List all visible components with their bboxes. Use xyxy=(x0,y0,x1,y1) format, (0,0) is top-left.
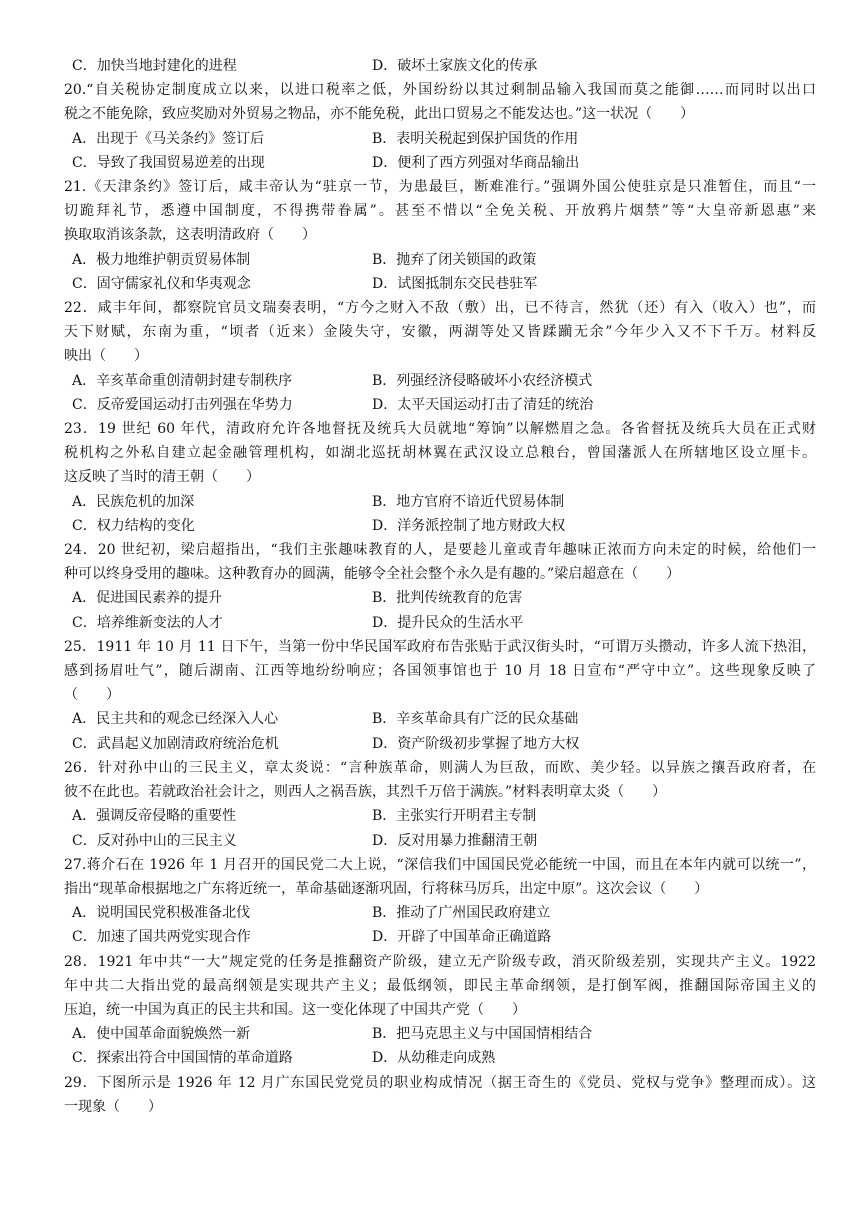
q27-option-c[interactable]: C．加速了国共两党实现合作 xyxy=(72,929,251,946)
q28-option-a[interactable]: A．使中国革命面貌焕然一新 xyxy=(72,1026,251,1043)
question-28 xyxy=(64,950,816,1071)
q23-option-c[interactable]: C．权力结构的变化 xyxy=(72,517,195,534)
q26-stem-line-2: 彼不在此也。若就政治社会计之，则西人之祸吾族，其烈千万倍于满族。”材料表明章太炎（ ） xyxy=(64,784,667,801)
q22-option-a[interactable]: A．辛亥革命重创清朝封建专制秩序 xyxy=(72,372,293,389)
q20-options-row-1 xyxy=(64,127,816,151)
q27-option-d[interactable]: D．开辟了中国革命正确道路 xyxy=(372,929,552,946)
q20-option-d[interactable]: D．便利了西方列强对华商品输出 xyxy=(372,154,580,171)
q24-option-a[interactable]: A．促进国民素养的提升 xyxy=(72,590,223,607)
q27-stem-line-2: 指出“现革命根据地之广东将近统一，革命基础逐渐巩固，行将秣马厉兵，出定中原”。这次会议（ ） xyxy=(64,880,709,897)
q22-option-b[interactable]: B．列强经济侵略破坏小农经济模式 xyxy=(372,372,593,389)
q29-stem-line-2: 一现象（ ） xyxy=(64,1098,162,1115)
q23-options-row-2 xyxy=(64,514,816,538)
q26-option-c[interactable]: C．反对孙中山的三民主义 xyxy=(72,832,237,849)
question-29 xyxy=(64,1071,816,1119)
q28-option-c[interactable]: C．探索出符合中国国情的革命道路 xyxy=(72,1050,293,1067)
q22-option-c[interactable]: C．反帝爱国运动打击列强在华势力 xyxy=(72,396,293,413)
q22-stem-line-1: 22．咸丰年间，都察院官员文瑞奏表明，“方今之财入不敌（敷）出，已不待言，然犹（还）有入（收入）也”，而 xyxy=(64,300,816,317)
q28-option-d[interactable]: D．从幼稚走向成熟 xyxy=(372,1050,496,1067)
q21-stem-line-1: 21.《天津条约》签订后，咸丰帝认为“驻京一节，为患最巨，断难准行。”强调外国公使驻京是只准暂住，而且“一 xyxy=(64,179,816,196)
q28-options-row-2 xyxy=(64,1046,816,1070)
q22-stem-line-3: 映出（ ） xyxy=(64,348,148,365)
q21-option-d[interactable]: D．试图抵制东交民巷驻军 xyxy=(372,275,538,292)
q24-options-row-1 xyxy=(64,586,816,610)
q20-stem-line-2: 税之不能免除，致应奖励对外贸易之物品，亦不能免税，此出口贸易之不能发达也。”这一状况（ ） xyxy=(64,106,695,123)
q21-options-row-2 xyxy=(64,272,816,296)
q25-option-c[interactable]: C．武昌起义加剧清政府统治危机 xyxy=(72,735,279,752)
question-26 xyxy=(64,756,816,853)
q21-options-row-1 xyxy=(64,248,816,272)
q20-options-row-2 xyxy=(64,151,816,175)
q24-options-row-2 xyxy=(64,611,816,635)
q21-stem-line-3: 换取取消该条款，这表明清政府（ ） xyxy=(64,227,316,244)
q24-option-c[interactable]: C．培养维新变法的人才 xyxy=(72,614,223,631)
q19-options-row xyxy=(64,54,816,78)
q24-stem-line-2: 种可以终身受用的趣味。这种教育办的圆满，能够令全社会整个永久是有趣的。”梁启超意在（ ） xyxy=(64,566,681,583)
q25-option-d[interactable]: D．资产阶级初步掌握了地方大权 xyxy=(372,735,580,752)
q25-options-row-2 xyxy=(64,732,816,756)
q22-options-row-2 xyxy=(64,393,816,417)
q24-option-d[interactable]: D．提升民众的生活水平 xyxy=(372,614,524,631)
q28-option-b[interactable]: B．把马克思主义与中国国情相结合 xyxy=(372,1026,593,1043)
q20-stem-line-1: 20.“自关税协定制度成立以来，以进口税率之低，外国纷纷以其过剩制品输入我国而莫之能御……而同时以出口 xyxy=(64,82,816,99)
question-24 xyxy=(64,538,816,635)
q21-option-c[interactable]: C．固守儒家礼仪和华夷观念 xyxy=(72,275,251,292)
q24-stem-line-1: 24．20 世纪初，梁启超指出，“我们主张趣味教育的人，是要趁儿童或青年趣味正浓而方向未定的时候，给他们一 xyxy=(64,542,816,559)
question-23 xyxy=(64,417,816,538)
q27-options-row-2 xyxy=(64,925,816,949)
q23-options-row-1 xyxy=(64,490,816,514)
q23-option-a[interactable]: A．民族危机的加深 xyxy=(72,493,195,510)
q20-option-c[interactable]: C．导致了我国贸易逆差的出现 xyxy=(72,154,265,171)
question-21 xyxy=(64,175,816,296)
q27-stem-line-1: 27.蒋介石在 1926 年 1 月召开的国民党二大上说，“深信我们中国国民党必能统一中国，而且在本年内就可以统一”， xyxy=(64,856,816,873)
q25-stem-line-2: 感到扬眉吐气”，随后湖南、江西等地纷纷响应；各国领事馆也于 10 月 18 日宣布“严守中立”。这些现象反映了 xyxy=(64,663,816,680)
q25-option-b[interactable]: B．辛亥革命具有广泛的民众基础 xyxy=(372,711,579,728)
q19-option-d[interactable]: D．破坏土家族文化的传承 xyxy=(372,58,538,74)
q23-stem-line-1: 23．19 世纪 60 年代，清政府允许各地督抚及统兵大员就地“筹饷”以解燃眉之急。各省督抚及统兵大员在正式财 xyxy=(64,421,816,438)
q27-option-b[interactable]: B．推动了广州国民政府建立 xyxy=(372,905,551,922)
q20-option-b[interactable]: B．表明关税起到保护国货的作用 xyxy=(372,130,579,147)
q26-option-d[interactable]: D．反对用暴力推翻清王朝 xyxy=(372,832,538,849)
question-20 xyxy=(64,78,816,175)
q25-option-a[interactable]: A．民主共和的观念已经深入人心 xyxy=(72,711,279,728)
q21-option-b[interactable]: B．抛弃了闭关锁国的政策 xyxy=(372,251,537,268)
q24-option-b[interactable]: B．批判传统教育的危害 xyxy=(372,590,523,607)
q25-stem-line-1: 25．1911 年 10 月 11 日下午，当第一份中华民国军政府布告张贴于武汉街头时，“可谓万头攒动，许多人流下热泪， xyxy=(64,638,816,655)
q21-stem-line-2: 切跪拜礼节，悉遵中国制度，不得携带眷属”。甚至不惜以“全免关税、开放鸦片烟禁”等“大皇帝新恩惠”来 xyxy=(64,203,816,220)
question-27 xyxy=(64,853,816,950)
q29-stem-line-1: 29．下图所示是 1926 年 12 月广东国民党党员的职业构成情况（据王奇生的《党员、党权与党争》整理而成）。这 xyxy=(64,1074,816,1091)
q28-stem-line-2: 年中共二大指出党的最高纲领是实现共产主义；最低纲领，即民主革命纲领，是打倒军阀，推翻国际帝国主义的 xyxy=(64,977,816,994)
q26-options-row-1 xyxy=(64,804,816,828)
q27-options-row-1 xyxy=(64,901,816,925)
q22-stem-line-2: 天下财赋，东南为重，“顷者（近来）金陵失守，安徽，两湖等处又皆蹂躏无余”今年少入又不下千万。材料反 xyxy=(64,324,816,341)
q23-option-b[interactable]: B．地方官府不谙近代贸易体制 xyxy=(372,493,565,510)
q28-stem-line-1: 28．1921 年中共“一大”规定党的任务是推翻资产阶级，建立无产阶级专政，消灭阶级差别，实现共产主义。1922 xyxy=(64,953,816,970)
q22-option-d[interactable]: D．太平天国运动打击了清廷的统治 xyxy=(372,396,594,413)
q25-stem-line-3: （ ） xyxy=(64,687,120,704)
q26-stem-line-1: 26．针对孙中山的三民主义，章太炎说：“言种族革命，则满人为巨敌，而欧、美少轻。以异族之攘吾政府者，在 xyxy=(64,759,816,776)
q22-options-row-1 xyxy=(64,369,816,393)
q26-options-row-2 xyxy=(64,829,816,853)
q20-option-a[interactable]: A．出现于《马关条约》签订后 xyxy=(72,130,265,147)
q23-stem-line-3: 这反映了当时的清王朝（ ） xyxy=(64,469,260,486)
q28-options-row-1 xyxy=(64,1022,816,1046)
q26-option-a[interactable]: A．强调反帝侵略的重要性 xyxy=(72,808,237,825)
q28-stem-line-3: 压迫，统一中国为真正的民主共和国。这一变化体现了中国共产党（ ） xyxy=(64,1001,526,1018)
q19-option-c[interactable]: C．加快当地封建化的进程 xyxy=(72,58,237,74)
q23-stem-line-2: 税机构之外私自建立起金融管理机构，如湖北巡抚胡林翼在武汉设立总粮台，曾国藩派人在所辖地区设立厘卡。 xyxy=(64,445,816,462)
q21-option-a[interactable]: A．极力地维护朝贡贸易体制 xyxy=(72,251,251,268)
q25-options-row-1 xyxy=(64,707,816,731)
question-22 xyxy=(64,296,816,417)
q27-option-a[interactable]: A．说明国民党积极准备北伐 xyxy=(72,905,251,922)
q23-option-d[interactable]: D．洋务派控制了地方财政大权 xyxy=(372,517,566,534)
q26-option-b[interactable]: B．主张实行开明君主专制 xyxy=(372,808,537,825)
question-25 xyxy=(64,635,816,756)
